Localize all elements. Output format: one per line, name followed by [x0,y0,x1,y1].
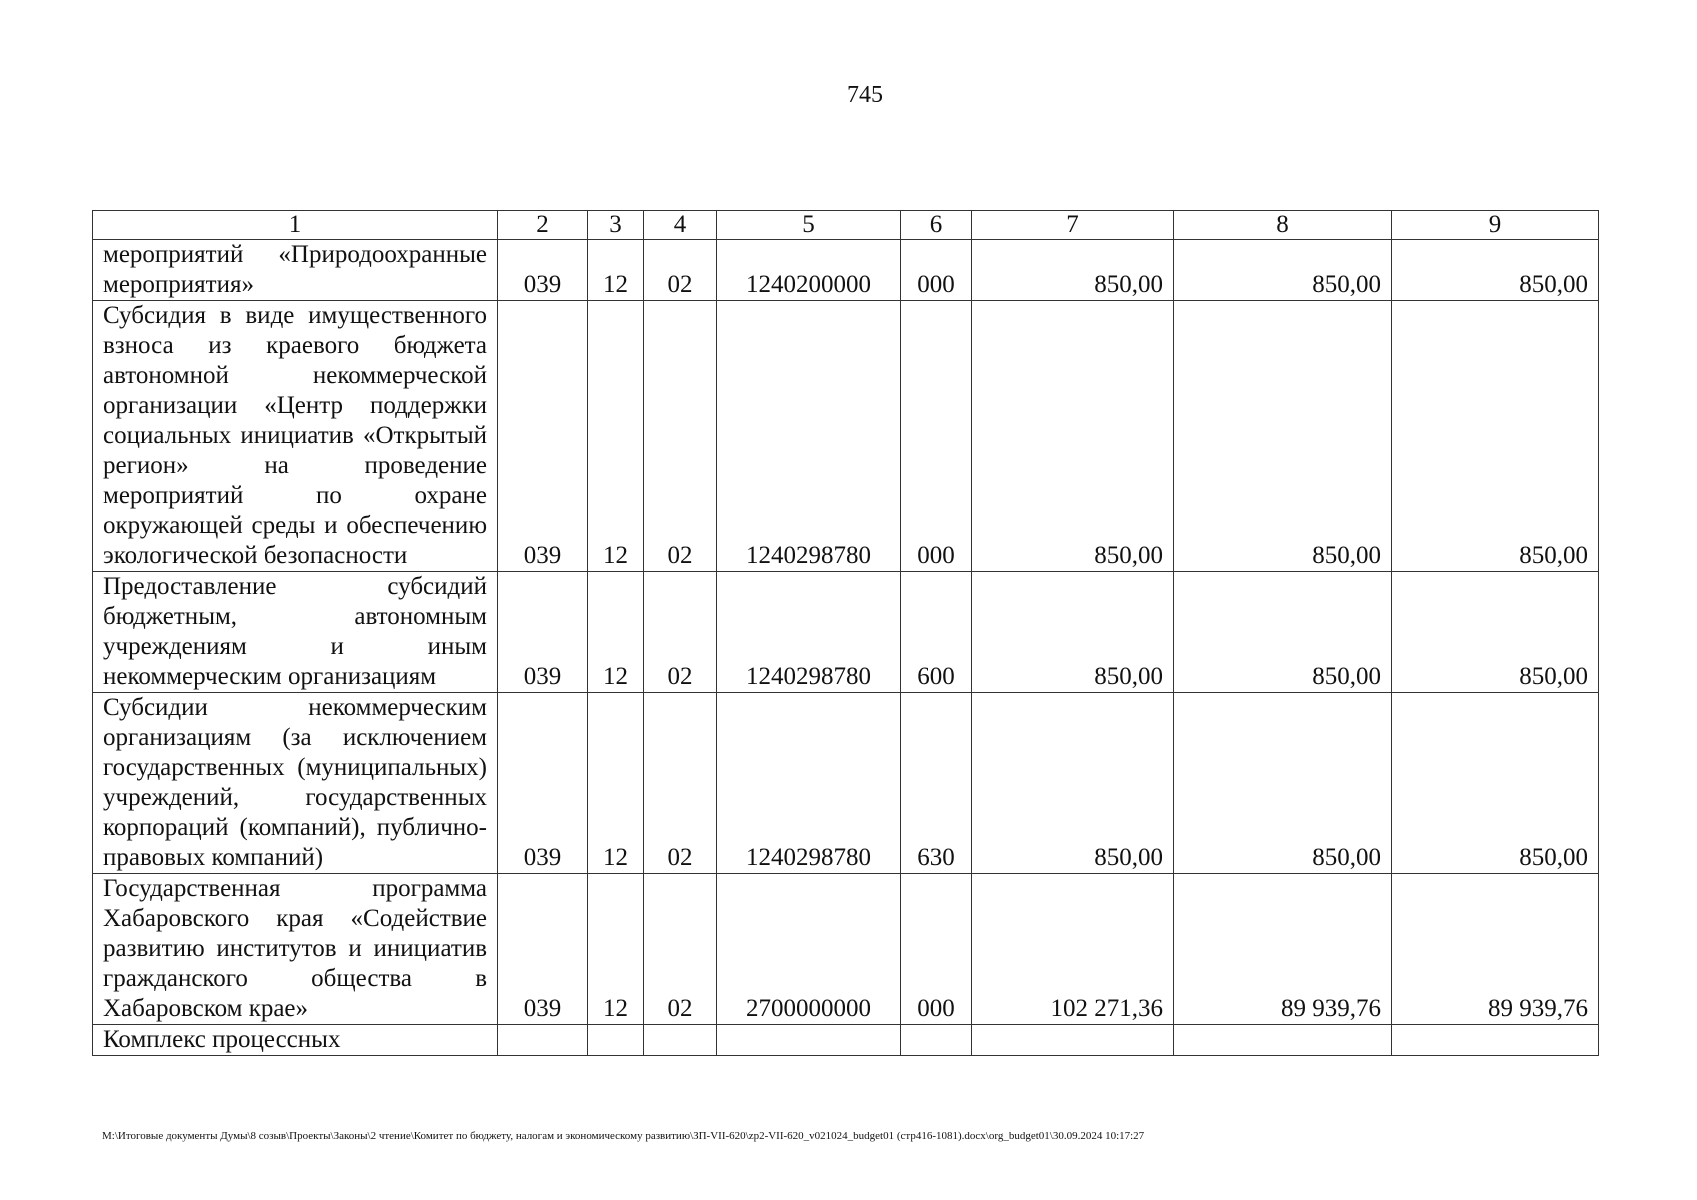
cell-expense-type: 000 [901,240,972,301]
row-name: Субсидии некоммерческим организациям (за исключением государственных (муниципальных) учреждений, государственных корпораций (компаний), публично-правовых компаний) [93,693,498,874]
table-row [93,240,1599,301]
cell-target-code: 1240298780 [717,693,901,874]
budget-table [92,210,1599,1056]
cell-expense-type: 000 [901,874,972,1025]
header-row [93,211,1599,240]
col-header-7: 7 [972,211,1174,240]
cell-amount-9 [1392,1025,1599,1056]
cell-amount-7: 850,00 [972,240,1174,301]
cell-amount-9: 89 939,76 [1392,874,1599,1025]
cell-target-code [717,1025,901,1056]
cell-amount-7: 850,00 [972,301,1174,572]
cell-section [588,1025,644,1056]
col-header-5: 5 [717,211,901,240]
cell-expense-type [901,1025,972,1056]
row-name: Субсидия в виде имущественного взноса из краевого бюджета автономной некоммерческой организации «Центр поддержки социальных инициатив «Открытый регион» на проведение мероприятий по охране окружающей среды и обеспечению экологической безопасности [93,301,498,572]
row-name: Комплекс процессных [93,1025,498,1056]
col-header-2: 2 [498,211,588,240]
cell-amount-7: 850,00 [972,572,1174,693]
cell-admin-code [498,1025,588,1056]
table-row [93,1025,1599,1056]
table-row [93,693,1599,874]
cell-amount-7: 850,00 [972,693,1174,874]
table-row [93,874,1599,1025]
cell-section: 12 [588,874,644,1025]
table-row [93,301,1599,572]
cell-amount-9: 850,00 [1392,301,1599,572]
cell-subsection: 02 [644,874,717,1025]
cell-amount-9: 850,00 [1392,693,1599,874]
row-name: мероприятий «Природоохранные мероприятия» [93,240,498,301]
table-row [93,572,1599,693]
col-header-9: 9 [1392,211,1599,240]
cell-amount-7 [972,1025,1174,1056]
page-number: 745 [847,82,883,108]
cell-target-code: 1240298780 [717,572,901,693]
row-name: Предоставление субсидий бюджетным, автономным учреждениям и иным некоммерческим организациям [93,572,498,693]
footer-file-path: M:\Итоговые документы Думы\8 созыв\Проекты\Законы\2 чтение\Комитет по бюджету, налогам и экономическому развитию\ЗП-VII-620\zp2-VII-620_v021024_budget01 (стр416-1081).docx\org_budget01\30.09.2024 10:17:27 [102,1130,1145,1142]
cell-section: 12 [588,301,644,572]
cell-target-code: 1240200000 [717,240,901,301]
col-header-8: 8 [1174,211,1392,240]
cell-admin-code: 039 [498,693,588,874]
cell-amount-8: 850,00 [1174,693,1392,874]
cell-expense-type: 000 [901,301,972,572]
cell-amount-8: 850,00 [1174,240,1392,301]
cell-subsection [644,1025,717,1056]
cell-admin-code: 039 [498,301,588,572]
cell-amount-8: 850,00 [1174,572,1392,693]
cell-section: 12 [588,240,644,301]
cell-amount-8 [1174,1025,1392,1056]
row-name: Государственная программа Хабаровского края «Содействие развитию институтов и инициатив гражданского общества в Хабаровском крае» [93,874,498,1025]
cell-admin-code: 039 [498,572,588,693]
cell-subsection: 02 [644,693,717,874]
cell-target-code: 2700000000 [717,874,901,1025]
col-header-4: 4 [644,211,717,240]
cell-expense-type: 630 [901,693,972,874]
cell-expense-type: 600 [901,572,972,693]
cell-amount-9: 850,00 [1392,572,1599,693]
col-header-3: 3 [588,211,644,240]
cell-section: 12 [588,693,644,874]
col-header-1: 1 [93,211,498,240]
cell-subsection: 02 [644,301,717,572]
cell-section: 12 [588,572,644,693]
cell-target-code: 1240298780 [717,301,901,572]
cell-amount-7: 102 271,36 [972,874,1174,1025]
cell-amount-8: 89 939,76 [1174,874,1392,1025]
cell-admin-code: 039 [498,240,588,301]
cell-amount-8: 850,00 [1174,301,1392,572]
col-header-6: 6 [901,211,972,240]
cell-subsection: 02 [644,240,717,301]
cell-admin-code: 039 [498,874,588,1025]
cell-subsection: 02 [644,572,717,693]
cell-amount-9: 850,00 [1392,240,1599,301]
